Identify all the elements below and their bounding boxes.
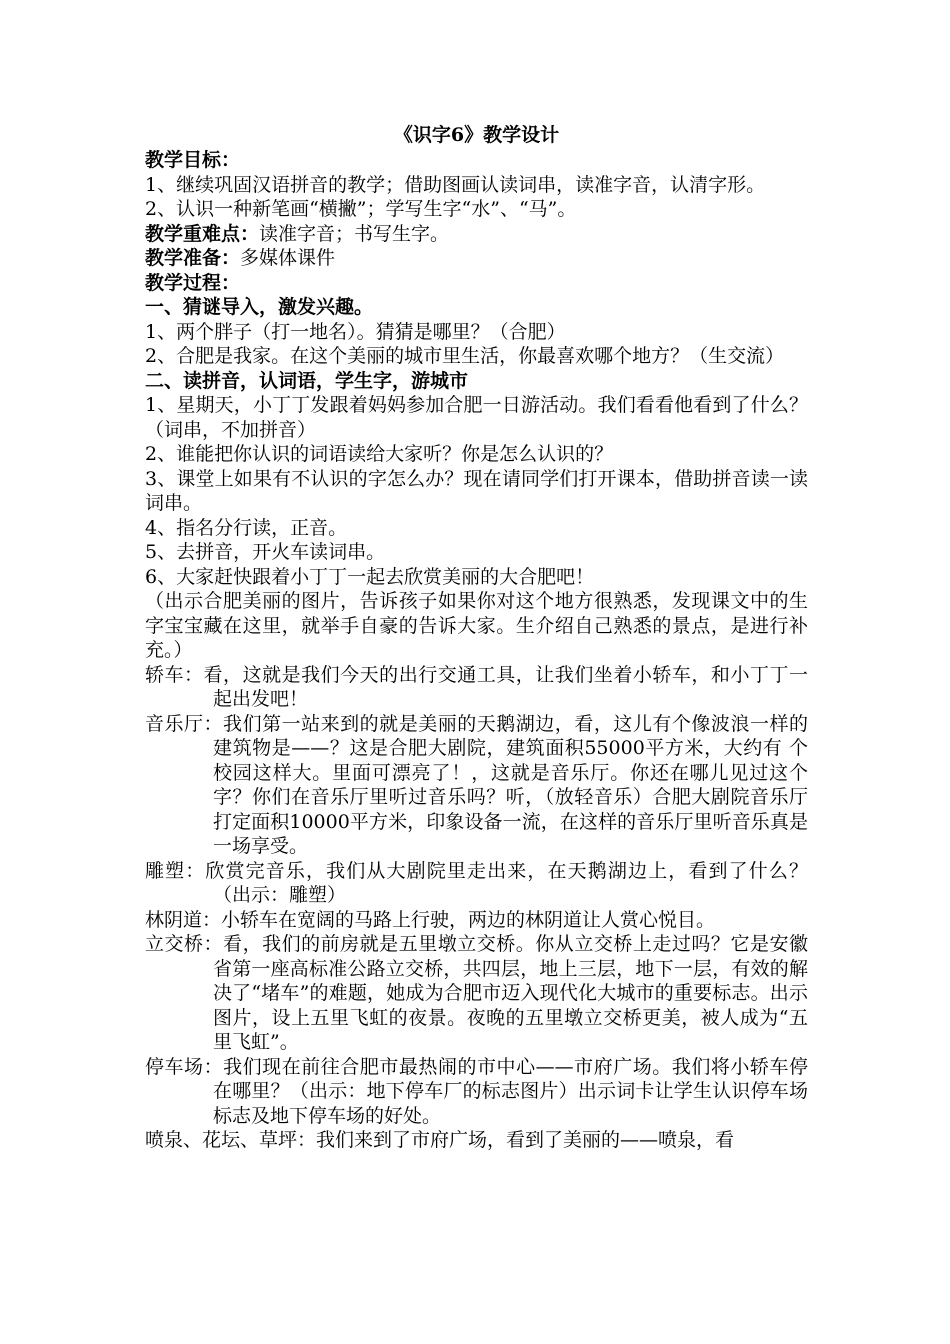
- process-heading: 教学过程：: [145, 271, 241, 294]
- spot-overpass: 立交桥：看，我们的前房就是五里墩立交桥。你从立交桥上走过吗？它是安徽省第一座高标准公路立交桥，共四层，地上三层，地下一层，有效的解决了“堵车”的难题，她成为合肥市迈入现代化大城市的重要标志。出示图片，设上五里飞虹的夜景。夜晚的五里墩立交桥更美，被人成为“五里飞虹”。: [145, 933, 808, 1053]
- section2-item-6: 6、大家赶快跟着小丁丁一起去欣赏美丽的大合肥吧！: [145, 565, 595, 588]
- key-points-line: [145, 222, 808, 247]
- section2-note: （出示合肥美丽的图片，告诉孩子如果你对这个地方很熟悉，发现课文中的生字宝宝藏在这里，就举手自豪的告诉大家。生介绍自己熟悉的景点，是进行补充。）: [145, 590, 808, 661]
- preparation-line: [145, 246, 808, 271]
- spot-fountain: 喷泉、花坛、草坪：我们来到了市府广场，看到了美丽的——喷泉，看: [145, 1129, 735, 1151]
- section1-item-2: 2、合肥是我家。在这个美丽的城市里生活，你最喜欢哪个地方？（生交流）: [145, 345, 785, 367]
- spot-tree-lined-road: 林阴道：小轿车在宽阔的马路上行驶，两边的林阴道让人赏心悦目。: [145, 908, 716, 931]
- spot-sedan: 轿车：看，这就是我们今天的出行交通工具，让我们坐着小轿车，和小丁丁一起出发吧！: [145, 663, 808, 710]
- key-points-label: 教学重难点：: [145, 222, 260, 245]
- section1-heading: 一、猜谜导入，激发兴趣。: [145, 296, 374, 318]
- section2-item-1: 1、星期天，小丁丁发跟着妈妈参加合肥一日游活动。我们看看他看到了什么？（词串，不加拼音）: [145, 394, 808, 441]
- key-points-text: 读准字音；书写生字。: [259, 222, 450, 245]
- preparation-label: 教学准备：: [145, 247, 241, 269]
- preparation-text: 多媒体课件: [240, 247, 336, 269]
- objectives-heading: 教学目标：: [145, 149, 241, 171]
- section2-item-3: 3、课堂上如果有不认识的字怎么办？现在请同学们打开课本，借助拼音读一读词串。: [145, 467, 808, 514]
- spot-parking-lot: 停车场：我们现在前往合肥市最热闹的市中心——市府广场。我们将小轿车停在哪里？（出示：地下停车厂的标志图片）出示词卡让学生认识停车场标志及地下停车场的好处。: [145, 1055, 808, 1127]
- section2-item-2: 2、谁能把你认识的词语读给大家听？你是怎么认识的？: [145, 443, 614, 465]
- section2-item-5: 5、去拼音，开火车读词串。: [145, 541, 386, 563]
- spot-concert-hall: 音乐厅：我们第一站来到的就是美丽的天鹅湖边，看，这儿有个像波浪一样的建筑物是——？这是合肥大剧院，建筑面积55000平方米，大约有 个校园这样大。里面可漂亮了！，这就是音乐厅。你还在哪儿见过这个字？你们在音乐厅里听过音乐吗？听，（放轻音乐）合肥大剧院音乐厅打定面积10000平方米，印象设备一流，在这样的音乐厅里听音乐真是一场享受。: [145, 712, 808, 857]
- section2-heading: 二、读拼音，认词语，学生字，游城市: [145, 369, 469, 392]
- objective-item-2: 2、认识一种新笔画“横撇”；学写生字“水”、“马”。: [145, 198, 577, 220]
- objective-item-1: 1、继续巩固汉语拼音的教学；借助图画认读词串，读准字音，认清字形。: [145, 173, 766, 196]
- spot-sculpture: 雕塑：欣赏完音乐，我们从大剧院里走出来，在天鹅湖边上，看到了什么？（出示：雕塑）: [145, 859, 808, 906]
- document-title: 《识字6》教学设计: [393, 124, 560, 146]
- section1-item-1: 1、两个胖子（打一地名）。猜猜是哪里？（合肥）: [145, 320, 566, 343]
- section2-item-4: 4、指名分行读，正音。: [145, 516, 348, 539]
